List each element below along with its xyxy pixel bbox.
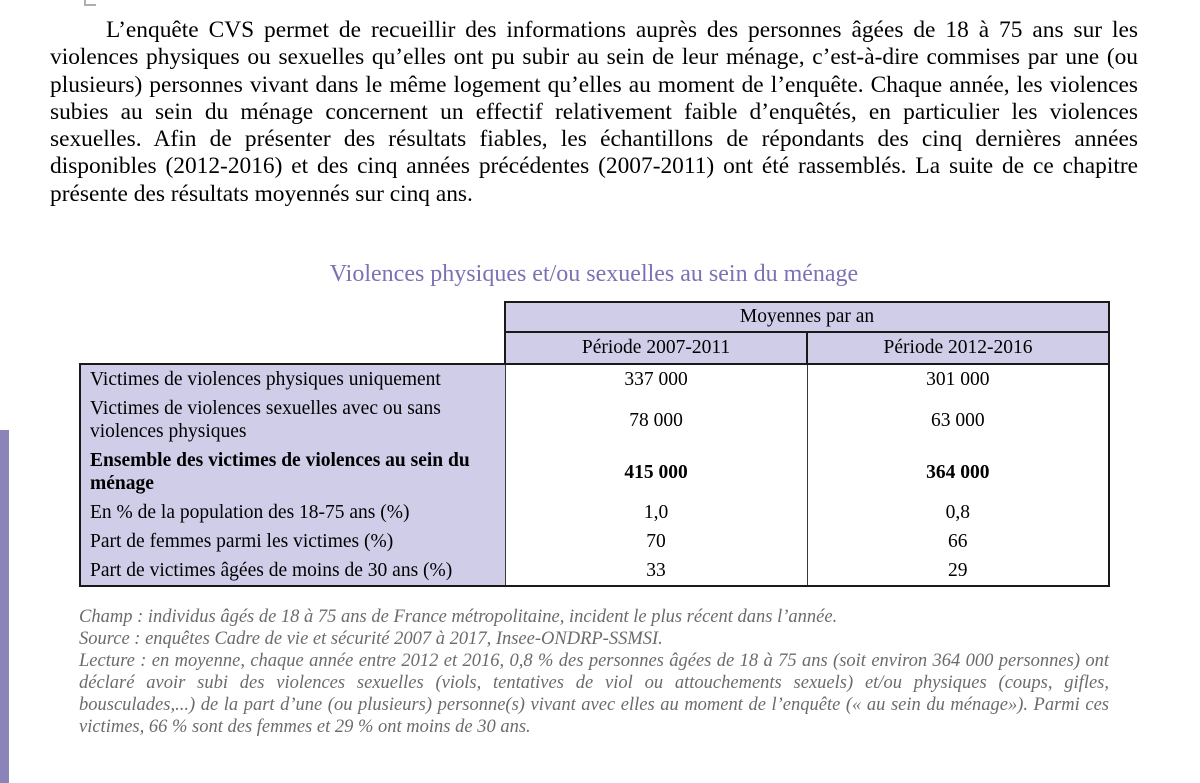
table-row xyxy=(80,527,1109,556)
page-corner-mark xyxy=(84,0,96,6)
cell-value-2012-2016: 364 000 xyxy=(807,446,1109,498)
cell-value-2007-2011: 70 xyxy=(505,527,807,556)
table-notes xyxy=(79,606,1109,738)
side-accent-bar xyxy=(0,430,9,783)
table-row xyxy=(80,394,1109,446)
column-header-2012-2016: Période 2012-2016 xyxy=(807,332,1109,364)
row-label: Victimes de violences physiques uniquement xyxy=(80,364,505,394)
table-row xyxy=(80,364,1109,394)
table-row xyxy=(80,556,1109,586)
empty-corner-cell xyxy=(80,332,505,364)
cell-value-2007-2011: 337 000 xyxy=(505,364,807,394)
note-lecture: Lecture : en moyenne, chaque année entre 2012 et 2016, 0,8 % des personnes âgées de 18 à 75 ans (soit environ 364 000 personnes) ont déclaré avoir subi des violences sexuelles (viols, tentatives de viol ou attouchements sexuels) et/ou physiques (coups, gifles, bousculades,...) de la part d’une (ou plusieurs) personne(s) vivant avec elles au moment de l’enquête (« au sein du ménage»). Parmi ces victimes, 66 % sont des femmes et 29 % ont moins de 30 ans. xyxy=(79,651,1109,737)
cell-value-2012-2016: 66 xyxy=(807,527,1109,556)
cell-value-2007-2011: 78 000 xyxy=(505,394,807,446)
row-label: En % de la population des 18-75 ans (%) xyxy=(80,498,505,527)
intro-paragraph: L’enquête CVS permet de recueillir des informations auprès des personnes âgées de 18 à 75 ans sur les violences physiques ou sexuelles qu’elles ont pu subir au sein de leur ménage, c’est-à-dire commises par une (ou plusieurs) personnes vivant dans le même logement qu’elles au moment de l’enquête. Chaque année, les violences subies au sein du ménage concernent un effectif relativement faible d’enquêtés, en particulier les violences sexuelles. Afin de présenter des résultats fiables, les échantillons de répondants des cinq dernières années disponibles (2012-2016) et des cinq années précédentes (2007-2011) ont été rassemblés. La suite de ce chapitre présente des résultats moyennés sur cinq ans. xyxy=(50,17,1138,207)
row-label: Ensemble des victimes de violences au sein du ménage xyxy=(80,446,505,498)
cell-value-2007-2011: 1,0 xyxy=(505,498,807,527)
group-header: Moyennes par an xyxy=(505,302,1109,332)
table-row xyxy=(80,446,1109,498)
cell-value-2007-2011: 415 000 xyxy=(505,446,807,498)
row-label: Part de femmes parmi les victimes (%) xyxy=(80,527,505,556)
empty-corner-cell xyxy=(80,302,505,332)
table-title: Violences physiques et/ou sexuelles au sein du ménage xyxy=(329,261,859,287)
cell-value-2012-2016: 29 xyxy=(807,556,1109,586)
results-table xyxy=(79,301,1110,587)
cell-value-2012-2016: 63 000 xyxy=(807,394,1109,446)
cell-value-2012-2016: 0,8 xyxy=(807,498,1109,527)
column-header-2007-2011: Période 2007-2011 xyxy=(505,332,807,364)
cell-value-2007-2011: 33 xyxy=(505,556,807,586)
note-source: Source : enquêtes Cadre de vie et sécurité 2007 à 2017, Insee-ONDRP-SSMSI. xyxy=(79,629,663,649)
note-champ: Champ : individus âgés de 18 à 75 ans de France métropolitaine, incident le plus récent dans l’année. xyxy=(79,607,838,627)
cell-value-2012-2016: 301 000 xyxy=(807,364,1109,394)
row-label: Victimes de violences sexuelles avec ou sans violences physiques xyxy=(80,394,505,446)
row-label: Part de victimes âgées de moins de 30 ans (%) xyxy=(80,556,505,586)
table-row xyxy=(80,498,1109,527)
